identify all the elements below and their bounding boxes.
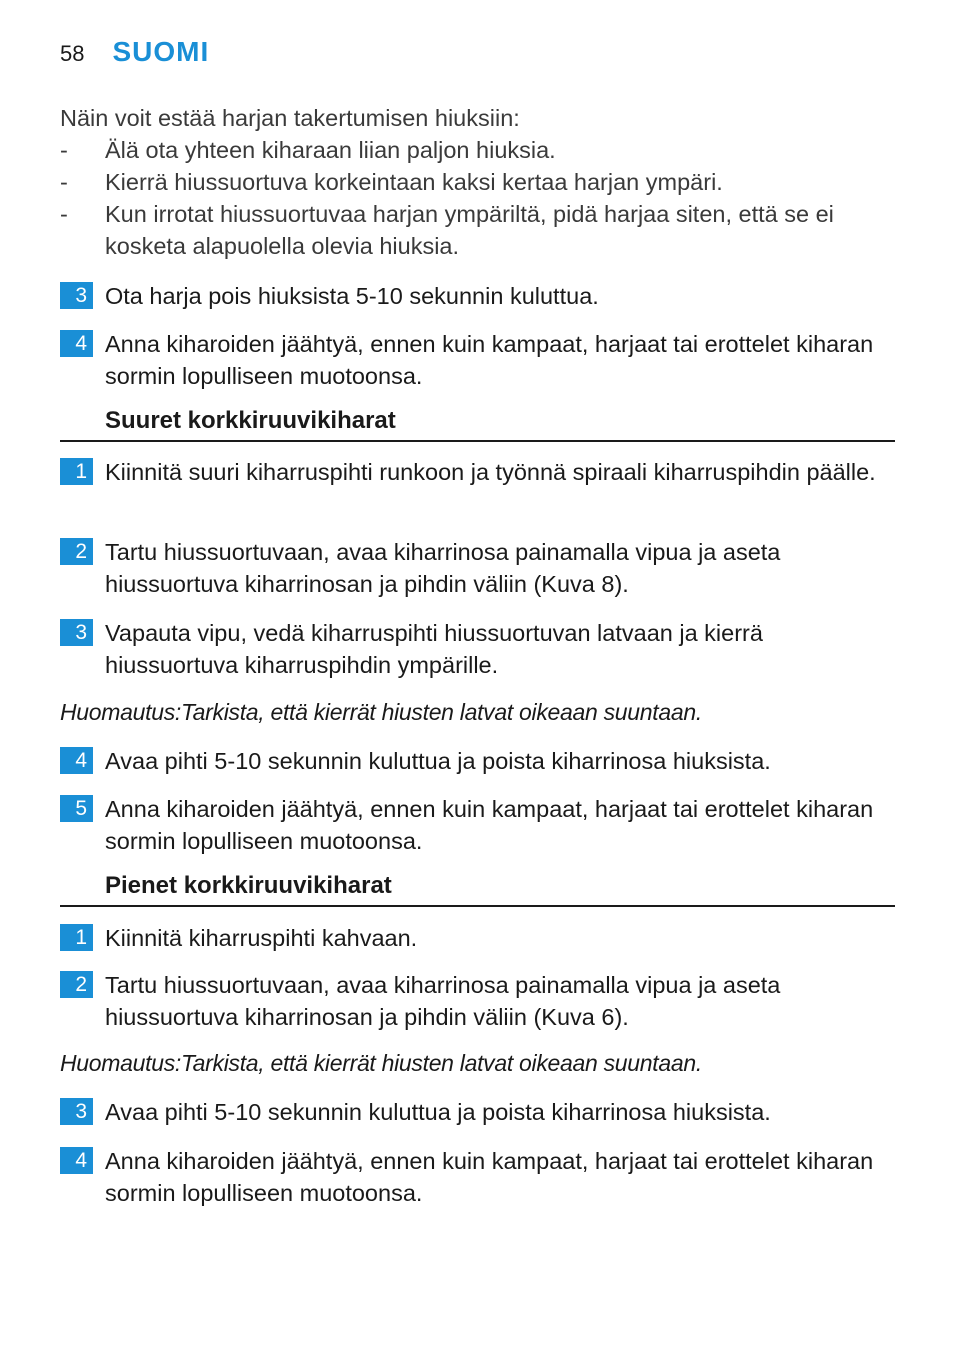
- step-number-badge: 1: [60, 924, 93, 951]
- step-text: Avaa pihti 5-10 sekunnin kuluttua ja poista kiharrinosa hiuksista.: [105, 748, 771, 774]
- bullet-text: Älä ota yhteen kiharaan liian paljon hiuksia.: [105, 137, 556, 163]
- step-number-badge: 4: [60, 330, 93, 357]
- step-item: [60, 617, 895, 681]
- bullet-text: Kierrä hiussuortuva korkeintaan kaksi kertaa harjan ympäri.: [105, 169, 723, 195]
- section-title: Suuret korkkiruuvikiharat: [105, 407, 396, 434]
- step-number-badge: 4: [60, 747, 93, 774]
- bullet-marker: -: [60, 169, 68, 195]
- step-text: Ota harja pois hiuksista 5-10 sekunnin kuluttua.: [105, 283, 599, 309]
- step-item: [60, 328, 895, 392]
- step-number-badge: 3: [60, 282, 93, 309]
- step-number-badge: 3: [60, 1098, 93, 1125]
- step-text: Anna kiharoiden jäähtyä, ennen kuin kampaat, harjaat tai erottelet kiharan sormin lopulliseen muotoonsa.: [105, 1148, 874, 1206]
- step-item: [60, 969, 895, 1033]
- bullet-text: Kun irrotat hiussuortuvaa harjan ympäriltä, pidä harjaa siten, että se ei kosketa alapuolella olevia hiuksia.: [105, 201, 834, 259]
- intro-block: [60, 102, 895, 262]
- step-number-badge: 4: [60, 1147, 93, 1174]
- step-text: Kiinnitä kiharruspihti kahvaan.: [105, 925, 418, 951]
- step-item: [60, 793, 895, 857]
- section-title: Pienet korkkiruuvikiharat: [105, 872, 392, 899]
- step-text: Vapauta vipu, vedä kiharruspihti hiussuortuvan latvaan ja kierrä hiussuortuva kiharruspihdin ympärille.: [105, 620, 763, 678]
- page-header: [60, 36, 209, 68]
- page-number: 58: [60, 41, 85, 66]
- step-text: Anna kiharoiden jäähtyä, ennen kuin kampaat, harjaat tai erottelet kiharan sormin lopulliseen muotoonsa.: [105, 331, 874, 389]
- step-item: [60, 745, 895, 777]
- language-title: SUOMI: [112, 36, 210, 67]
- step-item: [60, 1096, 895, 1128]
- step-number-badge: 5: [60, 795, 93, 822]
- step-number-badge: 1: [60, 458, 93, 485]
- step-item: [60, 280, 895, 312]
- step-item: [60, 456, 895, 488]
- step-item: [60, 536, 895, 600]
- bullet-item: [60, 166, 895, 198]
- bullet-item: [60, 198, 895, 262]
- note-text: Huomautus:Tarkista, että kierrät hiusten latvat oikeaan suuntaan.: [60, 699, 702, 725]
- section-heading-small: [60, 871, 895, 907]
- section-heading-large: [60, 406, 895, 442]
- step-number-badge: 3: [60, 619, 93, 646]
- intro-text: Näin voit estää harjan takertumisen hiuksiin:: [60, 105, 520, 131]
- note-text: Huomautus:Tarkista, että kierrät hiusten latvat oikeaan suuntaan.: [60, 1050, 702, 1076]
- step-text: Tartu hiussuortuvaan, avaa kiharrinosa painamalla vipua ja aseta hiussuortuva kiharrinosan ja pihdin väliin (Kuva 8).: [105, 539, 781, 597]
- step-number-badge: 2: [60, 538, 93, 565]
- step-text: Kiinnitä suuri kiharruspihti runkoon ja työnnä spiraali kiharruspihdin päälle.: [105, 459, 876, 485]
- step-number-badge: 2: [60, 971, 93, 998]
- bullet-item: [60, 134, 895, 166]
- bullet-marker: -: [60, 201, 68, 227]
- step-text: Anna kiharoiden jäähtyä, ennen kuin kampaat, harjaat tai erottelet kiharan sormin lopulliseen muotoonsa.: [105, 796, 874, 854]
- bullet-marker: -: [60, 137, 68, 163]
- step-item: [60, 922, 895, 954]
- step-text: Tartu hiussuortuvaan, avaa kiharrinosa painamalla vipua ja aseta hiussuortuva kiharrinosan ja pihdin väliin (Kuva 6).: [105, 972, 781, 1030]
- step-text: Avaa pihti 5-10 sekunnin kuluttua ja poista kiharrinosa hiuksista.: [105, 1099, 771, 1125]
- step-item: [60, 1145, 895, 1209]
